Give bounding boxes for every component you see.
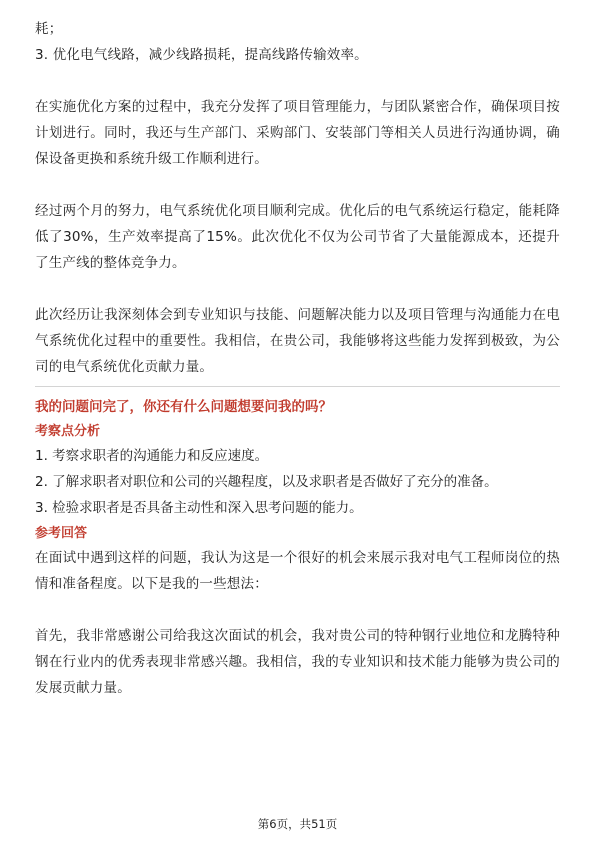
- answer-heading: 参考回答: [35, 526, 88, 541]
- section-divider: [35, 386, 560, 387]
- page-number: 第6页，共51页: [257, 817, 338, 831]
- analysis-item-3: 3. 检验求职者是否具备主动性和深入思考问题的能力。: [35, 500, 363, 516]
- analysis-item-2: 2. 了解求职者对职位和公司的兴趣程度，以及求职者是否做好了充分的准备。: [35, 474, 498, 490]
- list-item-3: 3. 优化电气线路，减少线路损耗，提高线路传输效率。: [35, 47, 368, 63]
- analysis-heading: 考察点分析: [35, 424, 101, 439]
- answer-paragraph-2: 首先，我非常感谢公司给我这次面试的机会，我对贵公司的特种钢行业地位和龙腾特种钢在行业内的优秀表现非常感兴趣。我相信，我的专业知识和技术能力能够为贵公司的发展贡献力量。: [35, 628, 560, 696]
- paragraph-reflection: 此次经历让我深刻体会到专业知识与技能、问题解决能力以及项目管理与沟通能力在电气系统优化过程中的重要性。我相信，在贵公司，我能够将这些能力发挥到极致，为公司的电气系统优化贡献力量。: [35, 307, 560, 375]
- interview-question: 我的问题问完了，你还有什么问题想要问我的吗？: [35, 399, 332, 415]
- paragraph-implementation: 在实施优化方案的过程中，我充分发挥了项目管理能力，与团队紧密合作，确保项目按计划进行。同时，我还与生产部门、采购部门、安装部门等相关人员进行沟通协调，确保设备更换和系统升级工作顺利进行。: [35, 99, 560, 167]
- document-page: [35, 16, 560, 701]
- answer-paragraph-1: 在面试中遇到这样的问题，我认为这是一个很好的机会来展示我对电气工程师岗位的热情和准备程度。以下是我的一些想法：: [35, 550, 560, 592]
- continued-line: 耗；: [35, 21, 63, 37]
- paragraph-result: 经过两个月的努力，电气系统优化项目顺利完成。优化后的电气系统运行稳定，能耗降低了30%，生产效率提高了15%。此次优化不仅为公司节省了大量能源成本，还提升了生产线的整体竞争力。: [35, 203, 560, 271]
- analysis-item-1: 1. 考察求职者的沟通能力和反应速度。: [35, 448, 269, 464]
